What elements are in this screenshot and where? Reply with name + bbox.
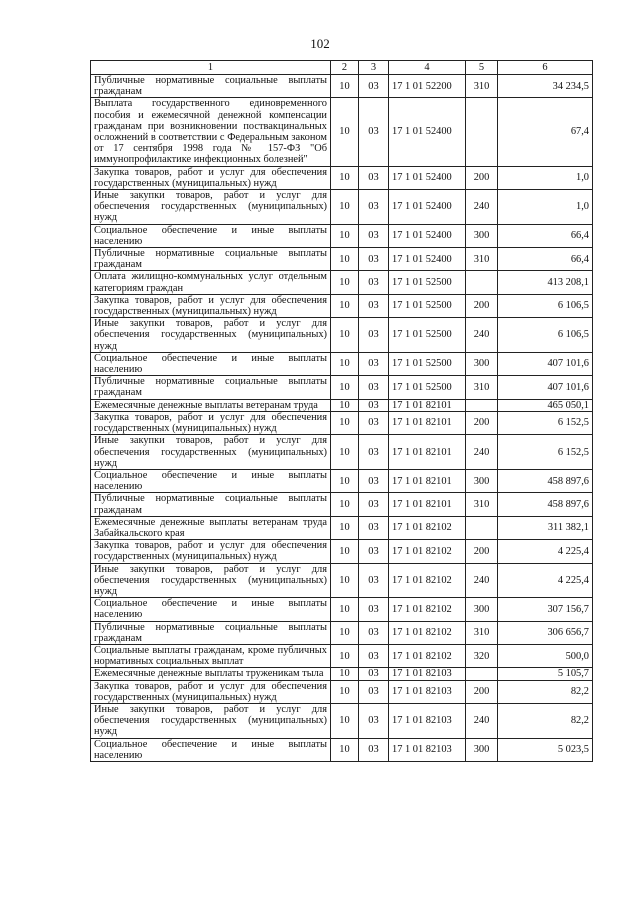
table-row: [91, 469, 593, 492]
table-row: [91, 98, 593, 166]
table-row: [91, 75, 593, 98]
row-description: Социальные выплаты гражданам, кроме публичных нормативных социальных выплат: [91, 644, 331, 667]
row-amount: 1,0: [498, 166, 593, 189]
column-header: 4: [389, 61, 466, 75]
row-subsection-code: 03: [359, 271, 389, 294]
row-expense-type: [466, 668, 498, 680]
row-section-code: 10: [331, 703, 359, 738]
row-target-article: 17 1 01 52400: [389, 248, 466, 271]
row-expense-type: 240: [466, 318, 498, 353]
row-amount: 34 234,5: [498, 75, 593, 98]
table-row: [91, 516, 593, 539]
row-section-code: 10: [331, 598, 359, 621]
row-expense-type: 240: [466, 435, 498, 470]
row-expense-type: 200: [466, 411, 498, 434]
row-target-article: 17 1 01 52500: [389, 376, 466, 399]
page-number: 102: [310, 36, 330, 51]
table-row: [91, 352, 593, 375]
row-expense-type: 240: [466, 190, 498, 225]
row-target-article: 17 1 01 52200: [389, 75, 466, 98]
column-header: 6: [498, 61, 593, 75]
table-row: [91, 563, 593, 598]
row-subsection-code: 03: [359, 644, 389, 667]
table-row: [91, 399, 593, 411]
row-subsection-code: 03: [359, 563, 389, 598]
row-subsection-code: 03: [359, 598, 389, 621]
row-target-article: 17 1 01 82101: [389, 469, 466, 492]
row-description: Иные закупки товаров, работ и услуг для обеспечения государственных (муниципальных) нужд: [91, 190, 331, 225]
row-subsection-code: 03: [359, 318, 389, 353]
row-subsection-code: 03: [359, 248, 389, 271]
row-target-article: 17 1 01 52400: [389, 98, 466, 166]
row-subsection-code: 03: [359, 540, 389, 563]
row-expense-type: 300: [466, 352, 498, 375]
row-amount: 311 382,1: [498, 516, 593, 539]
row-amount: 6 106,5: [498, 318, 593, 353]
row-section-code: 10: [331, 540, 359, 563]
row-target-article: 17 1 01 82103: [389, 668, 466, 680]
row-target-article: 17 1 01 82101: [389, 399, 466, 411]
row-target-article: 17 1 01 82101: [389, 435, 466, 470]
row-expense-type: 310: [466, 493, 498, 516]
budget-table: [90, 60, 593, 762]
table-row: [91, 271, 593, 294]
row-description: Закупка товаров, работ и услуг для обеспечения государственных (муниципальных) нужд: [91, 166, 331, 189]
row-subsection-code: 03: [359, 738, 389, 761]
row-target-article: 17 1 01 82102: [389, 540, 466, 563]
row-amount: 66,4: [498, 248, 593, 271]
row-section-code: 10: [331, 621, 359, 644]
table-row: [91, 166, 593, 189]
table-row: [91, 411, 593, 434]
row-section-code: 10: [331, 680, 359, 703]
table-row: [91, 644, 593, 667]
table-row: [91, 318, 593, 353]
table-row: [91, 621, 593, 644]
row-amount: 67,4: [498, 98, 593, 166]
table-row: [91, 294, 593, 317]
row-section-code: 10: [331, 248, 359, 271]
row-description: Социальное обеспечение и иные выплаты населению: [91, 738, 331, 761]
row-target-article: 17 1 01 82102: [389, 621, 466, 644]
row-amount: 5 105,7: [498, 668, 593, 680]
row-section-code: 10: [331, 668, 359, 680]
row-subsection-code: 03: [359, 224, 389, 247]
table-row: [91, 493, 593, 516]
row-subsection-code: 03: [359, 680, 389, 703]
table-row: [91, 738, 593, 761]
row-description: Публичные нормативные социальные выплаты гражданам: [91, 75, 331, 98]
row-description: Социальное обеспечение и иные выплаты населению: [91, 352, 331, 375]
row-amount: 307 156,7: [498, 598, 593, 621]
row-target-article: 17 1 01 82103: [389, 738, 466, 761]
row-section-code: 10: [331, 563, 359, 598]
row-section-code: 10: [331, 98, 359, 166]
row-section-code: 10: [331, 738, 359, 761]
row-description: Социальное обеспечение и иные выплаты населению: [91, 469, 331, 492]
header-row: [91, 61, 593, 75]
row-subsection-code: 03: [359, 294, 389, 317]
row-section-code: 10: [331, 469, 359, 492]
row-expense-type: [466, 399, 498, 411]
row-expense-type: 200: [466, 294, 498, 317]
column-header: 1: [91, 61, 331, 75]
row-section-code: 10: [331, 644, 359, 667]
row-target-article: 17 1 01 52500: [389, 271, 466, 294]
row-expense-type: 300: [466, 598, 498, 621]
row-amount: 465 050,1: [498, 399, 593, 411]
table-row: [91, 540, 593, 563]
row-description: Социальное обеспечение и иные выплаты населению: [91, 598, 331, 621]
row-description: Иные закупки товаров, работ и услуг для обеспечения государственных (муниципальных) нужд: [91, 703, 331, 738]
row-description: Ежемесячные денежные выплаты ветеранам труда: [91, 399, 331, 411]
table-row: [91, 435, 593, 470]
row-subsection-code: 03: [359, 98, 389, 166]
row-target-article: 17 1 01 52400: [389, 224, 466, 247]
row-subsection-code: 03: [359, 376, 389, 399]
row-section-code: 10: [331, 376, 359, 399]
row-amount: 458 897,6: [498, 493, 593, 516]
row-section-code: 10: [331, 435, 359, 470]
row-description: Публичные нормативные социальные выплаты гражданам: [91, 621, 331, 644]
row-section-code: 10: [331, 318, 359, 353]
row-section-code: 10: [331, 75, 359, 98]
row-target-article: 17 1 01 82102: [389, 563, 466, 598]
row-amount: 407 101,6: [498, 376, 593, 399]
row-amount: 6 106,5: [498, 294, 593, 317]
row-expense-type: 320: [466, 644, 498, 667]
table-row: [91, 703, 593, 738]
row-expense-type: 300: [466, 469, 498, 492]
row-expense-type: [466, 98, 498, 166]
row-amount: 66,4: [498, 224, 593, 247]
row-description: Закупка товаров, работ и услуг для обеспечения государственных (муниципальных) нужд: [91, 540, 331, 563]
row-amount: 458 897,6: [498, 469, 593, 492]
table-row: [91, 680, 593, 703]
column-header: 3: [359, 61, 389, 75]
row-amount: 500,0: [498, 644, 593, 667]
row-subsection-code: 03: [359, 493, 389, 516]
row-expense-type: 200: [466, 680, 498, 703]
row-amount: 407 101,6: [498, 352, 593, 375]
row-section-code: 10: [331, 166, 359, 189]
row-description: Ежемесячные денежные выплаты труженикам тыла: [91, 668, 331, 680]
row-target-article: 17 1 01 82103: [389, 680, 466, 703]
row-subsection-code: 03: [359, 668, 389, 680]
table-row: [91, 224, 593, 247]
row-expense-type: 240: [466, 563, 498, 598]
row-subsection-code: 03: [359, 411, 389, 434]
row-section-code: 10: [331, 190, 359, 225]
row-amount: 4 225,4: [498, 563, 593, 598]
row-section-code: 10: [331, 224, 359, 247]
row-expense-type: 310: [466, 248, 498, 271]
table-row: [91, 376, 593, 399]
row-target-article: 17 1 01 52400: [389, 190, 466, 225]
row-subsection-code: 03: [359, 75, 389, 98]
row-target-article: 17 1 01 82101: [389, 493, 466, 516]
row-target-article: 17 1 01 82102: [389, 598, 466, 621]
row-description: Публичные нормативные социальные выплаты гражданам: [91, 493, 331, 516]
row-subsection-code: 03: [359, 621, 389, 644]
row-subsection-code: 03: [359, 516, 389, 539]
table-row: [91, 668, 593, 680]
row-target-article: 17 1 01 82102: [389, 516, 466, 539]
row-amount: 306 656,7: [498, 621, 593, 644]
row-description: Публичные нормативные социальные выплаты гражданам: [91, 248, 331, 271]
row-subsection-code: 03: [359, 190, 389, 225]
row-amount: 1,0: [498, 190, 593, 225]
row-expense-type: 200: [466, 166, 498, 189]
row-expense-type: 200: [466, 540, 498, 563]
row-expense-type: 240: [466, 703, 498, 738]
row-expense-type: 310: [466, 621, 498, 644]
row-description: Ежемесячные денежные выплаты ветеранам труда Забайкальского края: [91, 516, 331, 539]
row-subsection-code: 03: [359, 399, 389, 411]
row-description: Иные закупки товаров, работ и услуг для обеспечения государственных (муниципальных) нужд: [91, 318, 331, 353]
row-description: Оплата жилищно-коммунальных услуг отдельным категориям граждан: [91, 271, 331, 294]
row-target-article: 17 1 01 52500: [389, 294, 466, 317]
table-row: [91, 248, 593, 271]
row-description: Выплата государственного единовременного пособия и ежемесячной денежной компенсации гражданам при возникновении поствакцинальных осложнений в соответствии с Федеральным законом от 17 сентября 1998 года № 157-ФЗ "Об иммунопрофилактике инфекционных болезней": [91, 98, 331, 166]
row-description: Иные закупки товаров, работ и услуг для обеспечения государственных (муниципальных) нужд: [91, 563, 331, 598]
row-section-code: 10: [331, 271, 359, 294]
row-amount: 82,2: [498, 703, 593, 738]
row-expense-type: 310: [466, 75, 498, 98]
row-expense-type: [466, 271, 498, 294]
row-amount: 5 023,5: [498, 738, 593, 761]
row-description: Закупка товаров, работ и услуг для обеспечения государственных (муниципальных) нужд: [91, 294, 331, 317]
row-target-article: 17 1 01 82101: [389, 411, 466, 434]
row-amount: 4 225,4: [498, 540, 593, 563]
row-section-code: 10: [331, 352, 359, 375]
row-amount: 413 208,1: [498, 271, 593, 294]
row-description: Закупка товаров, работ и услуг для обеспечения государственных (муниципальных) нужд: [91, 680, 331, 703]
row-target-article: 17 1 01 82103: [389, 703, 466, 738]
column-header: 5: [466, 61, 498, 75]
row-description: Закупка товаров, работ и услуг для обеспечения государственных (муниципальных) нужд: [91, 411, 331, 434]
row-description: Публичные нормативные социальные выплаты гражданам: [91, 376, 331, 399]
row-description: Иные закупки товаров, работ и услуг для обеспечения государственных (муниципальных) нужд: [91, 435, 331, 470]
row-subsection-code: 03: [359, 352, 389, 375]
row-section-code: 10: [331, 399, 359, 411]
row-expense-type: 300: [466, 738, 498, 761]
row-amount: 6 152,5: [498, 435, 593, 470]
table-row: [91, 598, 593, 621]
row-amount: 6 152,5: [498, 411, 593, 434]
row-section-code: 10: [331, 516, 359, 539]
row-expense-type: [466, 516, 498, 539]
row-target-article: 17 1 01 52400: [389, 166, 466, 189]
table-row: [91, 190, 593, 225]
row-subsection-code: 03: [359, 469, 389, 492]
table-body: [91, 75, 593, 762]
row-expense-type: 300: [466, 224, 498, 247]
row-description: Социальное обеспечение и иные выплаты населению: [91, 224, 331, 247]
row-subsection-code: 03: [359, 703, 389, 738]
row-subsection-code: 03: [359, 435, 389, 470]
row-section-code: 10: [331, 411, 359, 434]
row-expense-type: 310: [466, 376, 498, 399]
row-target-article: 17 1 01 52500: [389, 352, 466, 375]
row-amount: 82,2: [498, 680, 593, 703]
row-target-article: 17 1 01 52500: [389, 318, 466, 353]
row-subsection-code: 03: [359, 166, 389, 189]
row-target-article: 17 1 01 82102: [389, 644, 466, 667]
column-header: 2: [331, 61, 359, 75]
row-section-code: 10: [331, 294, 359, 317]
row-section-code: 10: [331, 493, 359, 516]
